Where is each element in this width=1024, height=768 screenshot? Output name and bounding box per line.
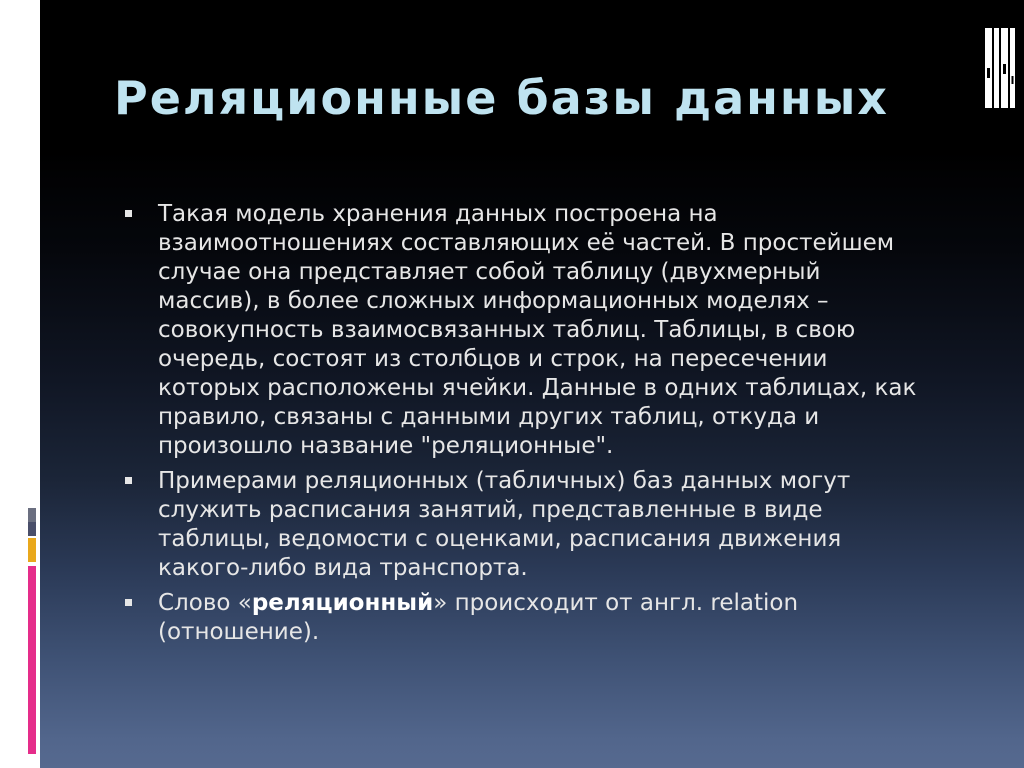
slide-canvas xyxy=(40,0,1024,768)
bullet-marker-icon xyxy=(125,599,132,606)
bullet-marker-icon xyxy=(125,210,132,217)
bullet-list xyxy=(122,200,922,653)
bullet-item xyxy=(122,200,922,461)
bullet-text: Такая модель хранения данных построена на взаимоотношениях составляющих её частей. В простейшем случае она представляет собой таблицу (двухмерный массив), в более сложных информационных моделях – совокупность взаимосвязанных таблиц. Таблицы, в свою очередь, состоят из столбцов и строк, на пересечении которых расположены ячейки. Данные в одних таблицах, как правило, связаны с данными других таблиц, откуда и произошло название "реляционные". xyxy=(158,201,917,459)
bookshelf-spine-4 xyxy=(1010,28,1015,108)
bullet-text-prefix: Слово « xyxy=(158,590,252,616)
bullet-item xyxy=(122,467,922,583)
slide-title: Реляционные базы данных xyxy=(114,71,889,125)
accent-bar-blue xyxy=(28,522,36,536)
bullet-item xyxy=(122,589,922,647)
bullet-marker-icon xyxy=(125,477,132,484)
bullet-text: Примерами реляционных (табличных) баз данных могут служить расписания занятий, представленные в виде таблицы, ведомости с оценками, расписания движения какого-либо вида транспорта. xyxy=(158,468,851,581)
bullet-text-suffix: » происходит от англ. relation (отношение). xyxy=(158,590,799,645)
bullet-text-bold: реляционный xyxy=(251,590,434,616)
accent-bar-yellow xyxy=(28,538,36,562)
left-accent-strip xyxy=(0,0,40,768)
bookshelf-icon xyxy=(983,6,1017,116)
accent-bar-pink xyxy=(28,566,36,754)
bookshelf-spine-2 xyxy=(994,28,999,108)
accent-bar-gray xyxy=(28,508,36,522)
